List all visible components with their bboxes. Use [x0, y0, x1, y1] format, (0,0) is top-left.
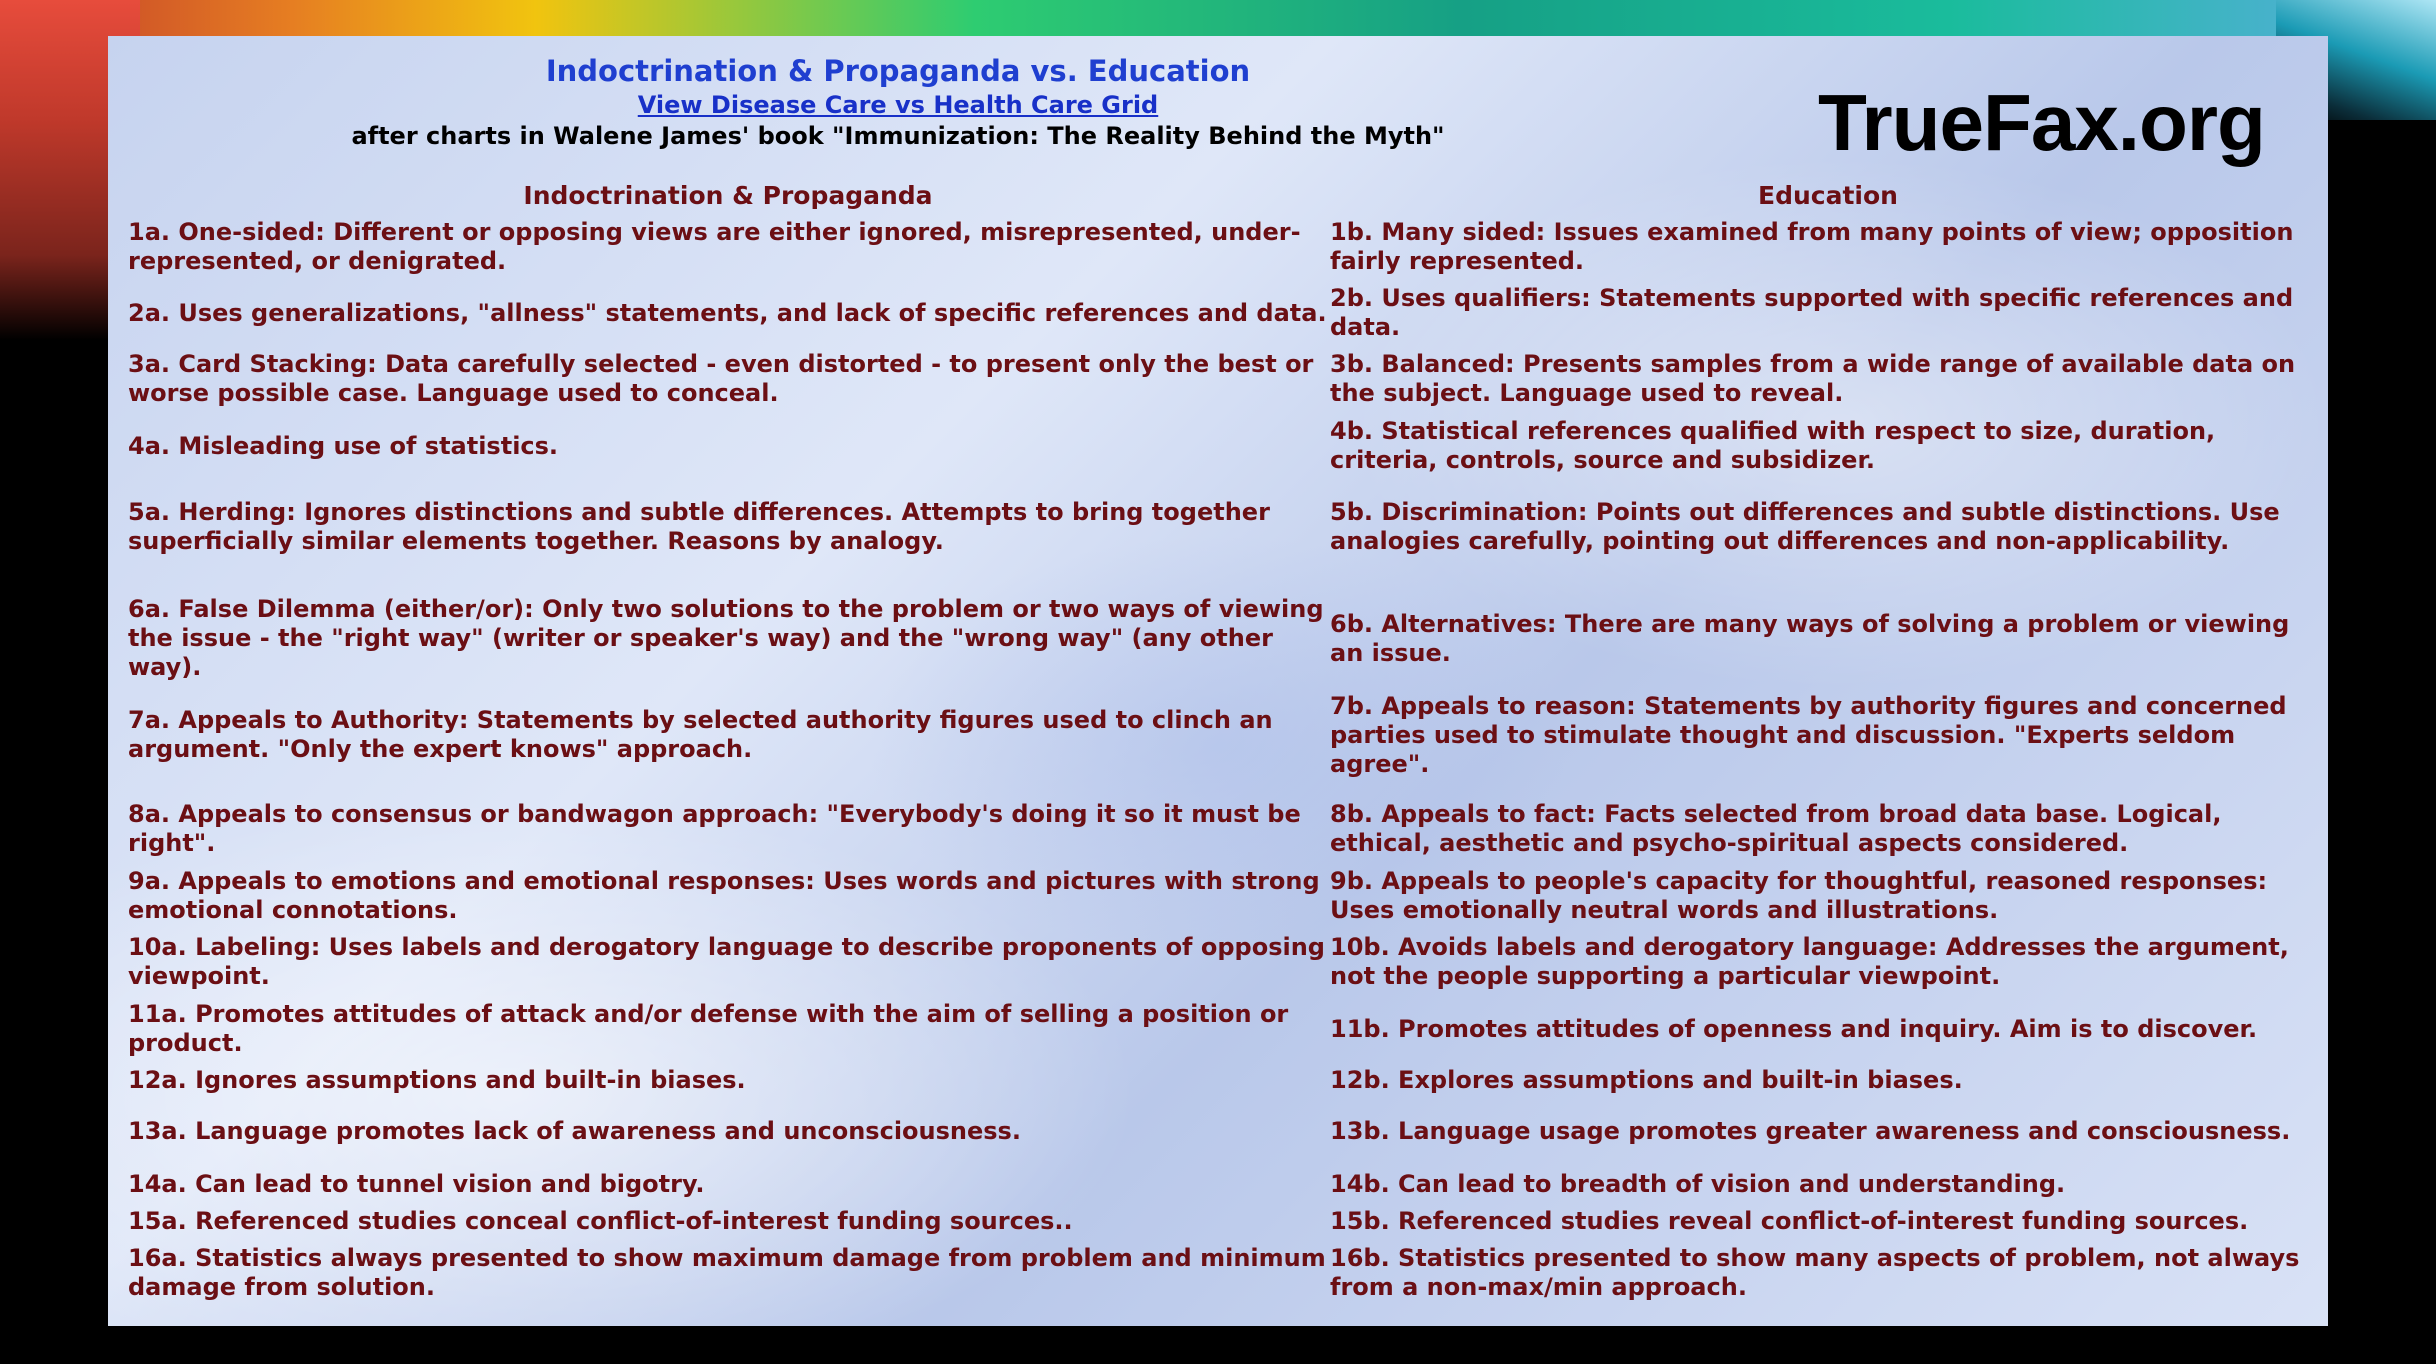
- indoctrination-cell: 1a. One-sided: Different or opposing views are either ignored, misrepresented, under-represented, or denigrated.: [128, 218, 1301, 275]
- education-cell: 2b. Uses qualifiers: Statements supported with specific references and data.: [1330, 284, 2294, 341]
- education-cell: 3b. Balanced: Presents samples from a wide range of available data on the subject. Language used to reveal.: [1330, 350, 2296, 407]
- page-title: Indoctrination & Propaganda vs. Education: [545, 54, 1251, 88]
- indoctrination-cell: 10a. Labeling: Uses labels and derogatory language to describe proponents of opposing viewpoint.: [128, 933, 1325, 990]
- education-cell: 13b. Language usage promotes greater awareness and consciousness.: [1330, 1116, 2291, 1145]
- site-logo: TrueFax.org: [1818, 78, 2265, 167]
- table-row: [108, 1062, 2328, 1098]
- education-cell: 1b. Many sided: Issues examined from many points of view; opposition fairly represented.: [1330, 218, 2294, 275]
- indoctrination-cell: 3a. Card Stacking: Data carefully selected - even distorted - to present only the best or worse possible case. Language used to conceal.: [128, 350, 1314, 407]
- indoctrination-cell: 16a. Statistics always presented to show maximum damage from problem and minimum damage from solution.: [128, 1244, 1326, 1301]
- education-cell: 14b. Can lead to breadth of vision and understanding.: [1330, 1169, 2066, 1198]
- table-row: [108, 863, 2328, 929]
- indoctrination-cell: 12a. Ignores assumptions and built-in biases.: [128, 1065, 746, 1094]
- indoctrination-cell: 7a. Appeals to Authority: Statements by selected authority figures used to clinch an argument. "Only the expert knows" approach.: [128, 706, 1273, 763]
- table-row: [108, 1240, 2328, 1306]
- indoctrination-cell: 15a. Referenced studies conceal conflict-of-interest funding sources..: [128, 1206, 1073, 1235]
- table-row: [108, 670, 2328, 800]
- table-row: [108, 996, 2328, 1062]
- slide-panel: [108, 36, 2328, 1326]
- indoctrination-cell: 9a. Appeals to emotions and emotional responses: Uses words and pictures with strong emotional connotations.: [128, 867, 1320, 924]
- indoctrination-cell: 8a. Appeals to consensus or bandwagon approach: "Everybody's doing it so it must be right".: [128, 800, 1301, 857]
- table-row: [108, 346, 2328, 412]
- table-row: [108, 1098, 2328, 1164]
- education-cell: 12b. Explores assumptions and built-in biases.: [1330, 1065, 1963, 1094]
- indoctrination-cell: 6a. False Dilemma (either/or): Only two solutions to the problem or two ways of viewing the issue - the "right way" (writer or speaker's way) and the "wrong way" (any other way).: [128, 595, 1324, 681]
- education-cell: 9b. Appeals to people's capacity for thoughtful, reasoned responses: Uses emotionally neutral words and illustrations.: [1330, 867, 2268, 924]
- table-row: [108, 479, 2328, 575]
- table-row: [108, 413, 2328, 479]
- disease-care-grid-link[interactable]: View Disease Care vs Health Care Grid: [637, 91, 1159, 119]
- table-row: [108, 929, 2328, 995]
- education-cell: 10b. Avoids labels and derogatory language: Addresses the argument, not the people supporting a particular viewpoint.: [1330, 933, 2289, 990]
- education-cell: 16b. Statistics presented to show many aspects of problem, not always from a non-max/min approach.: [1330, 1244, 2300, 1301]
- education-cell: 6b. Alternatives: There are many ways of solving a problem or viewing an issue.: [1330, 609, 2290, 667]
- column-header-indoctrination: Indoctrination & Propaganda: [523, 181, 933, 210]
- education-cell: 8b. Appeals to fact: Facts selected from broad data base. Logical, ethical, aesthetic and psycho-spiritual aspects considered.: [1330, 800, 2222, 857]
- indoctrination-cell: 2a. Uses generalizations, "allness" statements, and lack of specific references and data.: [128, 298, 1327, 327]
- education-cell: 5b. Discrimination: Points out differences and subtle distinctions. Use analogies carefully, pointing out differences and non-applicability.: [1330, 498, 2280, 555]
- table-row: [108, 796, 2328, 862]
- indoctrination-cell: 14a. Can lead to tunnel vision and bigotry.: [128, 1169, 705, 1198]
- education-cell: 15b. Referenced studies reveal conflict-of-interest funding sources.: [1330, 1206, 2249, 1235]
- education-cell: 11b. Promotes attitudes of openness and inquiry. Aim is to discover.: [1330, 1014, 2258, 1043]
- indoctrination-cell: 11a. Promotes attitudes of attack and/or defense with the aim of selling a position or product.: [128, 1000, 1289, 1057]
- table-row: [108, 280, 2328, 346]
- education-cell: 7b. Appeals to reason: Statements by authority figures and concerned parties used to stimulate thought and discussion. "Experts seldom agree".: [1330, 691, 2287, 778]
- indoctrination-cell: 5a. Herding: Ignores distinctions and subtle differences. Attempts to bring together superficially similar elements together. Reasons by analogy.: [128, 498, 1270, 555]
- table-row: [108, 214, 2328, 280]
- education-cell: 4b. Statistical references qualified with respect to size, duration, criteria, controls, source and subsidizer.: [1330, 417, 2216, 474]
- indoctrination-cell: 4a. Misleading use of statistics.: [128, 431, 559, 460]
- table-row: [108, 1203, 2328, 1239]
- indoctrination-cell: 13a. Language promotes lack of awareness and unconsciousness.: [128, 1116, 1021, 1145]
- page-subtitle: after charts in Walene James' book "Immunization: The Reality Behind the Myth": [351, 122, 1445, 150]
- table-row: [108, 1166, 2328, 1202]
- column-header-education: Education: [1758, 181, 1898, 210]
- header: [108, 52, 1688, 152]
